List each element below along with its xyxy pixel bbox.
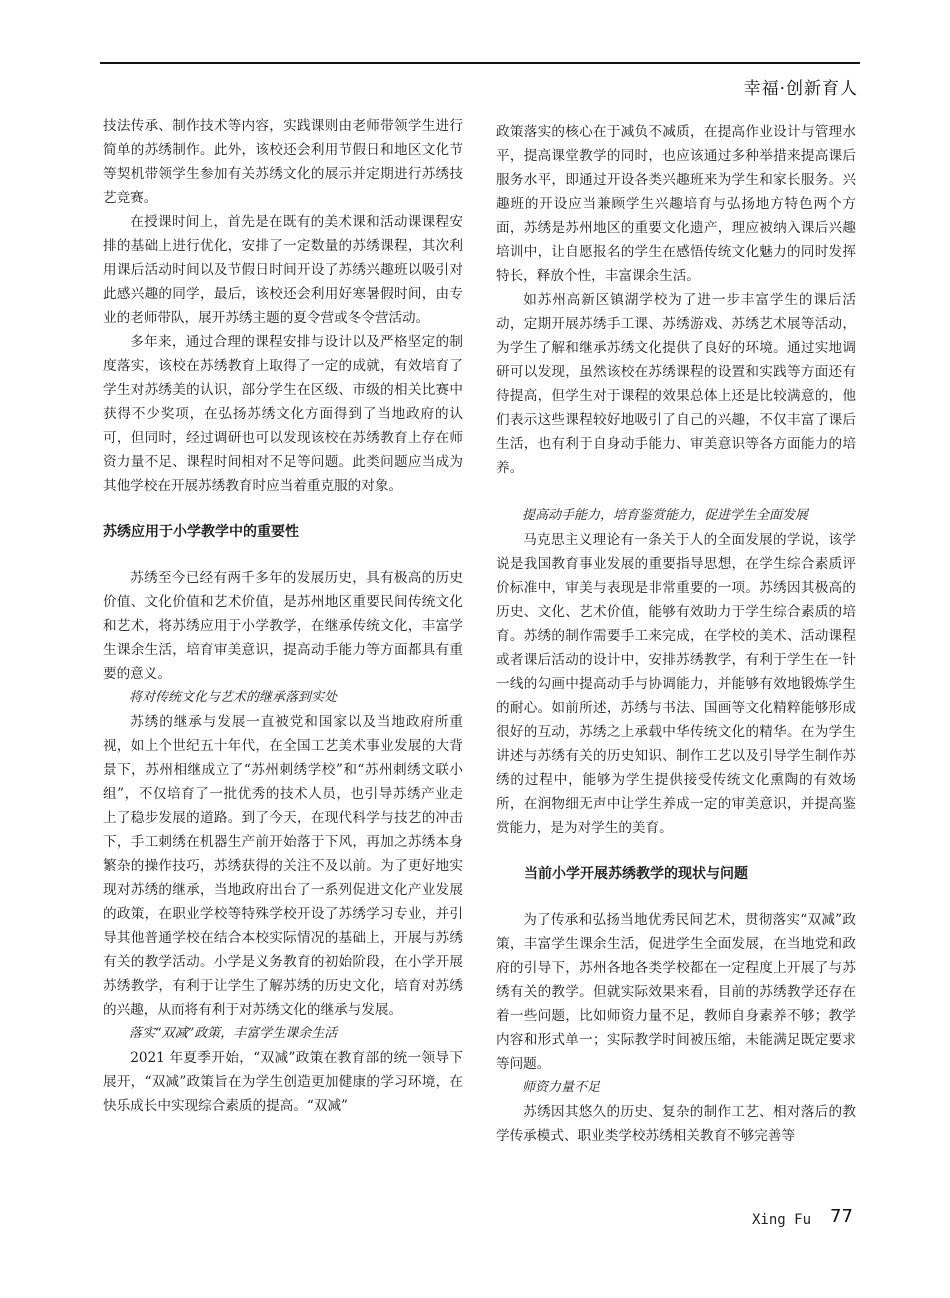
running-header-title: 幸福·创新育人	[743, 79, 858, 99]
subsection-heading: 提高动手能力，培育鉴赏能力，促进学生全面发展	[522, 508, 809, 523]
footer-brand: Xing Fu	[752, 1212, 812, 1228]
right-column	[496, 120, 856, 1148]
section-heading: 苏绣应用于小学教学中的重要性	[103, 524, 299, 540]
paragraph: 技法传承、制作技术等内容，实践课则由老师带领学生进行简单的苏绣制作。此外，该校还会利用节假日和地区文化节等契机带领学生参加有关苏绣文化的展示并定期进行苏绣技艺竞赛。	[103, 118, 463, 206]
paragraph: 苏绣的继承与发展一直被党和国家以及当地政府所重视，如上个世纪五十年代，在全国工艺美术事业发展的大背景下，苏州相继成立了“苏州刺绣学校”和“苏州刺绣文联小组”，不仅培育了一批优秀的技术人员，也引导苏绣产业走上了稳步发展的道路。到了今天，在现代科学与技艺的冲击下，手工刺绣在机器生产前开始落于下风，再加之苏绣本身繁杂的操作技巧，苏绣获得的关注不及以前。为了更好地实现对苏绣的继承，当地政府出台了一系列促进文化产业发展的政策，在职业学校等特殊学校开设了苏绣学习专业，并引导其他普通学校在结合本校实际情况的基础上，开展与苏绣有关的教学活动。小学是义务教育的初始阶段，在小学开展苏绣教学，有利于让学生了解苏绣的历史文化，培育对苏绣的兴趣，从而将有利于对苏绣文化的继承与发展。	[103, 714, 463, 1018]
paragraph: 为了传承和弘扬当地优秀民间艺术，贯彻落实“双减”政策，丰富学生课余生活，促进学生全面发展，在当地党和政府的引导下，苏州各地各类学校都在一定程度上开展了与苏绣有关的教学。但就实际效果来看，目前的苏绣教学还存在着一些问题，比如师资力量不足，教师自身素养不够；教学内容和形式单一；实际教学时间被压缩，未能满足既定要求等问题。	[496, 912, 856, 1072]
paragraph: 如苏州高新区镇湖学校为了进一步丰富学生的课后活动，定期开展苏绣手工课、苏绣游戏、苏绣艺术展等活动，为学生了解和继承苏绣文化提供了良好的环境。通过实地调研可以发现，虽然该校在苏绣课程的设置和实践等方面还有待提高，但学生对于课程的效果总体上还是比较满意的，他们表示这些课程较好地吸引了自己的兴趣，不仅丰富了课后生活，也有利于自身动手能力、审美意识等各方面能力的培养。	[496, 292, 856, 476]
paragraph: 多年来，通过合理的课程安排与设计以及严格坚定的制度落实，该校在苏绣教育上取得了一定的成就，有效培育了学生对苏绣美的认识，部分学生在区级、市级的相关比赛中获得不少奖项，在弘扬苏绣文化方面得到了当地政府的认可，但同时，经过调研也可以发现该校在苏绣教育上存在师资力量不足、课程时间相对不足等问题。此类问题应当成为其他学校在开展苏绣教育时应当着重克服的对象。	[103, 334, 463, 494]
paragraph: 苏绣因其悠久的历史、复杂的制作工艺、相对落后的教学传承模式、职业类学校苏绣相关教育不够完善等	[496, 1104, 856, 1144]
subsection-heading: 落实“双减”政策，丰富学生课余生活	[129, 1026, 338, 1041]
subsection-heading: 师资力量不足	[522, 1080, 601, 1095]
paragraph: 马克思主义理论有一条关于人的全面发展的学说，该学说是我国教育事业发展的重要指导思想，在学生综合素质评价标准中，审美与表现是非常重要的一项。苏绣因其极高的历史、文化、艺术价值，能够有效助力于学生综合素质的培育。苏绣的制作需要手工来完成，在学校的美术、活动课程或者课后活动的设计中，安排苏绣教学，有利于学生在一针一线的勾画中提高动手与协调能力，并能够有效地锻炼学生的耐心。如前所述，苏绣与书法、国画等文化精粹能够形成很好的互动，苏绣之上承载中华传统文化的精华。在为学生讲述与苏绣有关的历史知识、制作工艺以及引导学生制作苏绣的过程中，能够为学生提供接受传统文化熏陶的有效场所，在润物细无声中让学生养成一定的审美意识，并提高鉴赏能力，是为对学生的美育。	[496, 532, 856, 836]
section-heading: 当前小学开展苏绣教学的现状与问题	[524, 866, 748, 882]
paragraph: 政策落实的核心在于减负不减质，在提高作业设计与管理水平，提高课堂教学的同时，也应该通过多种举措来提高课后服务水平，即通过开设各类兴趣班来为学生和家长服务。兴趣班的开设应当兼顾学生兴趣培育与弘扬地方特色两个方面，苏绣是苏州地区的重要文化遗产，理应被纳入课后兴趣培训中，让自愿报名的学生在感悟传统文化魅力的同时发挥特长，释放个性，丰富课余生活。	[496, 124, 856, 284]
header-rule	[100, 62, 860, 64]
paragraph: 在授课时间上，首先是在既有的美术课和活动课课程安排的基础上进行优化，安排了一定数量的苏绣课程，其次利用课后活动时间以及节假日时间开设了苏绣兴趣班以吸引对此感兴趣的同学，最后，该校还会利用好寒暑假时间，由专业的老师带队，展开苏绣主题的夏令营或冬令营活动。	[103, 214, 463, 326]
paragraph: 苏绣至今已经有两千多年的发展历史，具有极高的历史价值、文化价值和艺术价值，是苏州地区重要民间传统文化和艺术，将苏绣应用于小学教学，在继承传统文化，丰富学生课余生活，培育审美意识，提高动手能力等方面都具有重要的意义。	[103, 570, 463, 682]
left-column	[103, 114, 463, 1118]
paragraph: 2021 年夏季开始，“双减”政策在教育部的统一领导下展开，“双减”政策旨在为学生创造更加健康的学习环境，在快乐成长中实现综合素质的提高。“双减”	[103, 1050, 463, 1114]
page-number: 77	[830, 1206, 853, 1227]
subsection-heading: 将对传统文化与艺术的继承落到实处	[129, 690, 338, 705]
